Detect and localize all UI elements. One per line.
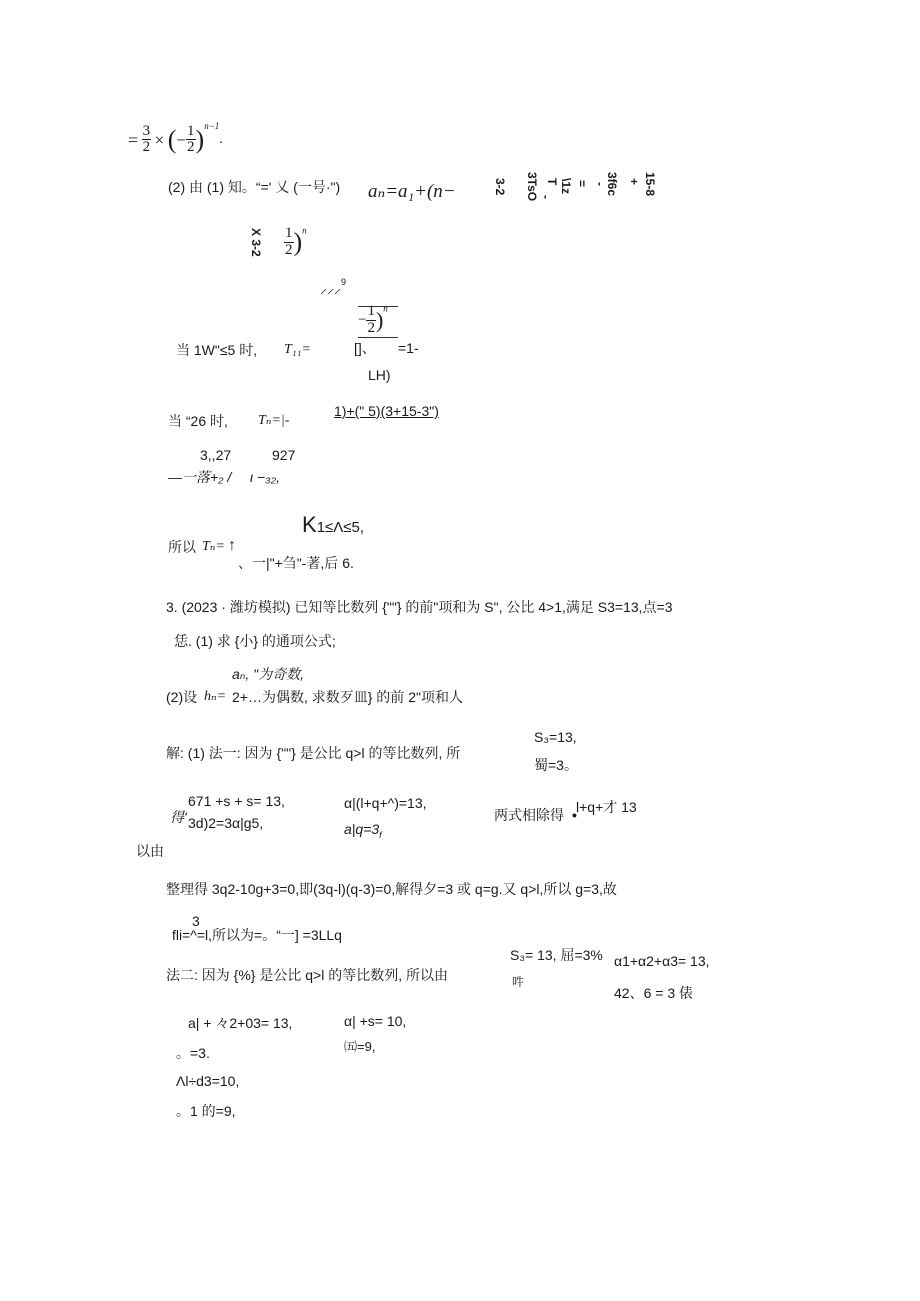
method2-wei: 吽 [512,975,525,989]
fraction-one-half: $\frac{1}{2}$ [187,122,195,156]
bullet: • [572,807,577,823]
vertical-fragment-2: 3TsO [525,172,539,202]
vertical-fragment-3: - [539,195,553,199]
system2-eq2: $a|q=3_f$ [344,821,382,840]
system1-eq2: 3d)2=3α|g5, [188,815,264,831]
fraction-line-tail: ι −₃₂, [250,469,280,485]
sol-s3: S₃=13, [534,729,577,745]
vertical-fragment-10: 15-8 [643,172,657,197]
fraction-line-text: —一落+₂ / [168,469,232,485]
formula-neg-half-power: − $\frac{1}{2}$ )$^n$ [358,303,388,336]
method3-right1: α| +s= 10, [344,1013,407,1029]
piecewise-case-even: 2+…为偶数, 求数歹皿} 的前 2"项和人 [232,689,463,705]
vertical-fragment-8: 3f6c [605,172,619,197]
vertical-fragment-5: \1z [559,178,573,195]
method3-eq3: Λl÷d3=10, [176,1073,240,1089]
system2-eq1: α|(l+q+^)=13, [344,795,427,811]
vertical-fragment-1: 3-2 [493,178,507,196]
arrow-icon: ↑ [228,537,236,554]
yi-you-fragment: 以由 [136,843,164,859]
method3-eq2: 。=3. [176,1045,210,1061]
problem-3-part1: 恁. (1) 求 {小} 的通项公式; [174,633,336,649]
arrange-equation: 整理得 3q2-10g+3=0,即(3q-l)(q-3)=0,解得夕=3 或 q=g.又 q>l,所以 g=3,故 [166,881,617,897]
method3-eq1: a| + 々2+03= 13, [188,1015,293,1031]
numbers-fragment-a: 3,,27 [200,447,232,463]
numbers-fragment-b: 927 [272,447,296,463]
formula-an-recurrence: aₙ=a₁+(n− [368,181,456,202]
bn-symbol: hₙ= [204,689,227,704]
T11-symbol: T₁₁= [284,342,311,357]
Tn-result-symbol: Tₙ= [202,539,225,554]
divide-step: 两式相除得 [494,807,564,823]
case-n-ge-6: 当 “26 时, [168,413,228,429]
vertical-fragment-6: = [575,180,589,188]
fraction-three-halves: $\frac{3}{2}$ [142,122,151,156]
method2-sum: α1+α2+α3= 13, [614,953,710,969]
solution-method1: 解: (1) 法一: 因为 {""} 是公比 q>l 的等比数列, 所 [166,745,461,761]
method3-eq4: 。1 的=9, [176,1103,236,1119]
eq-sign: = [128,129,139,150]
condition-range: K1≤Λ≤5, [302,512,365,537]
vertical-fragment-7: - [593,182,607,186]
Tn-symbol: Tₙ=|- [258,413,290,428]
vertical-fragment-9: + [627,178,641,186]
conclusion-prefix: 所以 [168,539,196,555]
part2-intro: (2) 由 (1) 知。“=' 乂 (一号·") [168,179,341,195]
piecewise-case-odd: aₙ, "为奇数, [232,666,305,682]
result-line: fli=^=l,所以为=。“一] =3LLq [172,927,342,943]
formula-half-power: $\frac{1}{2}$ )$^n$ [285,225,307,258]
result-superscript: 3 [192,913,200,929]
eq-one-minus: =1- [398,340,419,356]
formula-sum-n: 1)+(" 5)(3+15-3") [334,403,439,419]
bracket-fragment: []、 [354,340,376,356]
lh-fragment: LH) [368,367,391,383]
divide-result: l+q+才 13 [576,799,637,815]
sol-a3: 蜀=3。 [534,757,578,773]
system1-eq1: 671 +s + s= 13, [188,793,285,809]
method3-right2: ㈤=9, [344,1039,376,1054]
vertical-fragment-x32: X 3-2 [249,228,263,257]
problem-3-part2-label: (2)设 [166,689,198,705]
method2-text: 法二: 因为 {%} 是公比 q>l 的等比数列, 所以由 [166,967,448,983]
formula-an: = $\frac{3}{2}$ × (− $\frac{1}{2}$ )$^{n-1}$. [128,121,223,156]
method2-tail: 42、6 = 3 俵 [614,986,693,999]
method2-s3: S₃= 13, 屈=3% [510,947,603,963]
problem-3-statement: 3. (2023 · 潍坊模拟) 已知等比数列 {""} 的前"项和为 S", 公比 4>1,满足 S3=13,点=3 [166,599,673,615]
piecewise-tail: 、一|"+刍"-著,后 6. [238,555,354,571]
vertical-fragment-4: T [545,178,559,186]
system1-de: 得' [170,809,187,825]
case-n-le-5: 当 1W"≤5 时, [176,342,258,358]
artifact-marks: ⸝⸝⸝$^9$ [320,277,347,296]
